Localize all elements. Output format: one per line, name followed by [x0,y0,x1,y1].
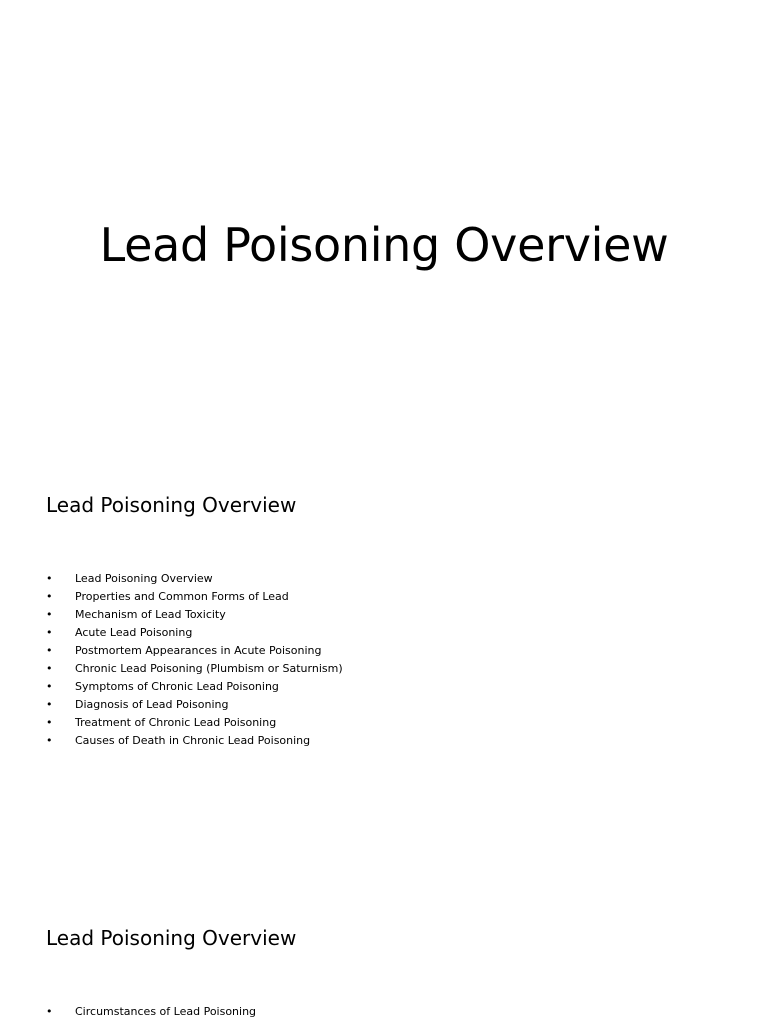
list-item [46,732,343,750]
list-item [46,606,343,624]
list-item [46,678,343,696]
list-item-text: Postmortem Appearances in Acute Poisoning [75,644,322,657]
list-item-text: Mechanism of Lead Toxicity [75,608,226,621]
list-item [46,696,343,714]
list-item-text: Causes of Death in Chronic Lead Poisoning [75,734,311,747]
bullet-icon: • [46,734,53,747]
content-slide-2 [0,920,768,1024]
list-item [46,624,343,642]
list-item [46,714,343,732]
list-item-text: Acute Lead Poisoning [75,626,193,639]
bullet-list [46,570,343,750]
list-item [46,570,343,588]
bullet-icon: • [46,698,53,711]
slide-title: Lead Poisoning Overview [99,218,669,272]
bullet-icon: • [46,626,53,639]
list-item-text: Treatment of Chronic Lead Poisoning [75,716,277,729]
list-item-text: Diagnosis of Lead Poisoning [75,698,229,711]
title-slide [0,0,768,470]
list-item-text: Chronic Lead Poisoning (Plumbism or Saturnism) [75,662,343,675]
bullet-icon: • [46,662,53,675]
content-slide-1 [0,470,768,920]
bullet-icon: • [46,1005,53,1018]
list-item [46,1003,256,1021]
list-item-text: Properties and Common Forms of Lead [75,590,289,603]
list-item [46,588,343,606]
bullet-list [46,1003,256,1021]
list-item [46,660,343,678]
bullet-icon: • [46,572,53,585]
list-item-text: Symptoms of Chronic Lead Poisoning [75,680,279,693]
list-item-text: Lead Poisoning Overview [75,572,213,585]
list-item [46,642,343,660]
list-item-text: Circumstances of Lead Poisoning [75,1005,257,1018]
bullet-icon: • [46,680,53,693]
bullet-icon: • [46,716,53,729]
slide-heading: Lead Poisoning Overview [46,926,297,950]
bullet-icon: • [46,590,53,603]
bullet-icon: • [46,644,53,657]
bullet-icon: • [46,608,53,621]
slide-heading: Lead Poisoning Overview [46,493,297,517]
